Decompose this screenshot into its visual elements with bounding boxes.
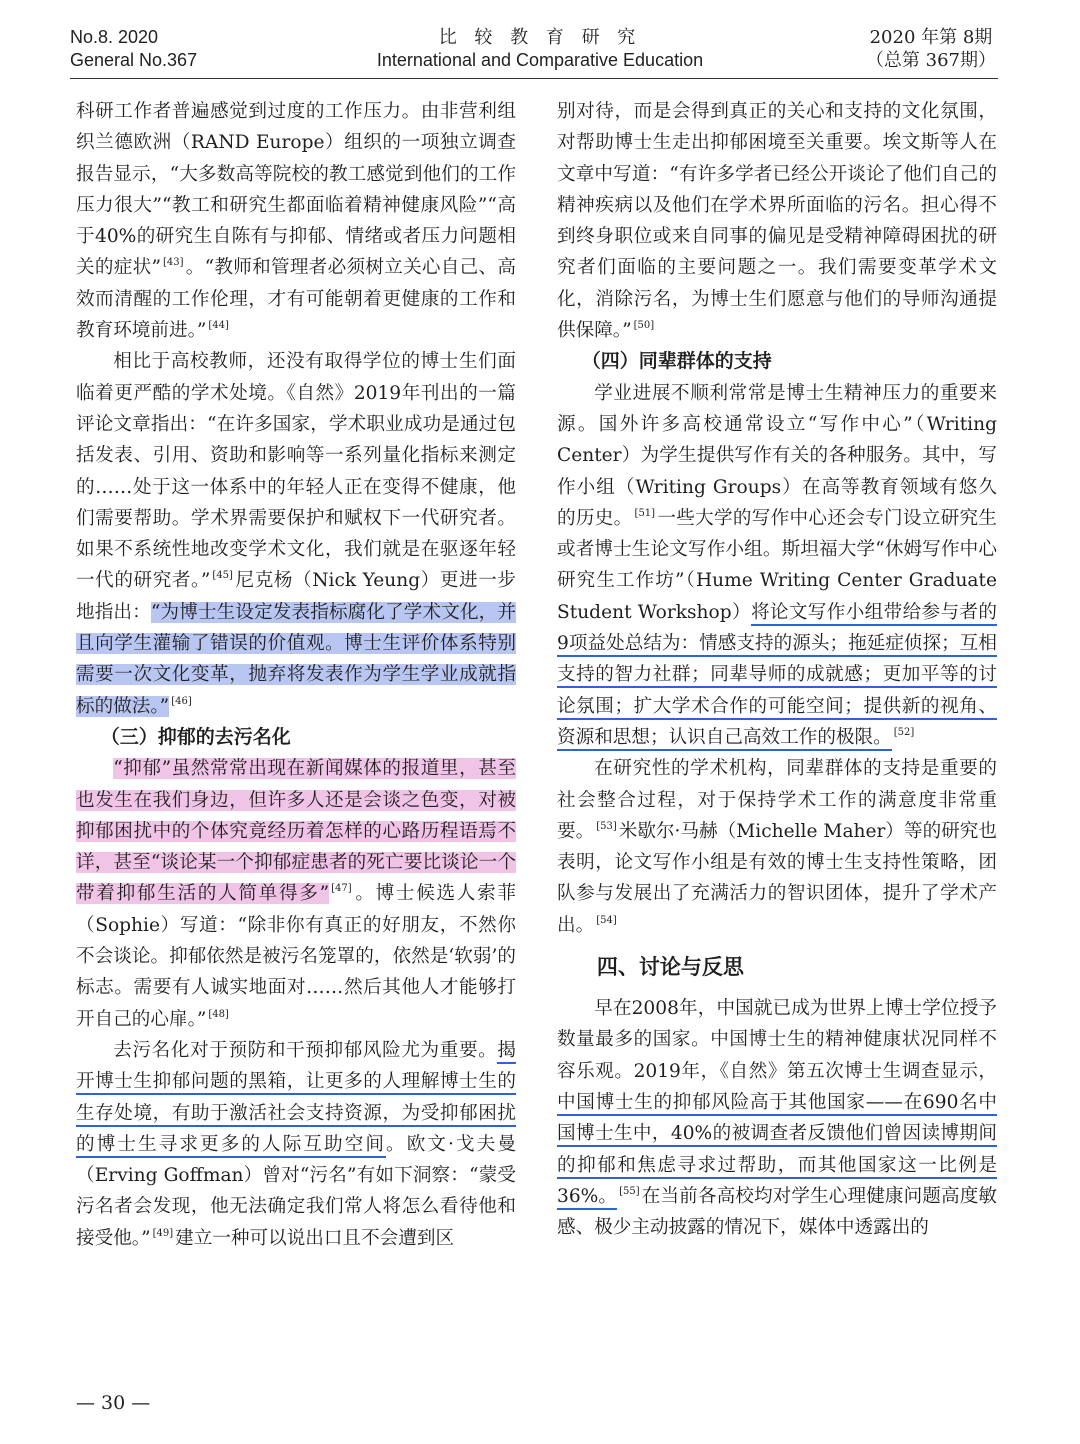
paragraph: 别对待，而是会得到真正的关心和支持的文化氛围，对帮助博士生走出抑郁困境至关重要。埃文斯等人在文章中写道：“有许多学者已经公开谈论了他们自己的精神疾病以及他们在学术界所面临的污名。担心得不到终身职位或来自同事的偏见是受精神障碍困扰的研究者们面临的主要问题之一。我们需要变革学术文化，消除污名，为博士生们愿意与他们的导师沟通提供保障。” [50] — [557, 101, 997, 342]
underline-annotation: 揭开博士生抑郁问题的黑箱，让更多的人理解博士生的生存处境，有助于激活社会支持资源，为受抑郁困扰的博士生寻求更多的人际互助空间 — [76, 1040, 516, 1158]
page-number: — 30 — — [76, 1392, 151, 1414]
header-rule — [70, 78, 998, 79]
underline-annotation: 中国博士生的抑郁风险高于其他国家——在690名中国博士生中，40%的被调查者反馈他们曾因读博期间的抑郁和焦虑寻求过帮助，而其他国家这一比例是36%。 — [557, 1092, 997, 1210]
highlight-pink: “抑郁”虽然常常出现在新闻媒体的报道里，甚至也发生在我们身边，但许多人还是会谈之色变，对被抑郁困扰中的个体究竟经历着怎样的心路历程语焉不详，甚至“谈论某一个抑郁症患者的死亡要比谈论一个带着抑郁生活的人简单得多” — [76, 758, 516, 905]
underline-annotation: 将论文写作小组带给参与者的9项益处总结为：情感支持的源头；拖延症侦探；互相支持的智力社群；同辈导师的成就感；更加平等的讨论氛围；扩大学术合作的可能空间；提供新的视角、资源和思想；认识自己高效工作的极限。 — [557, 602, 997, 751]
chapter-heading: 四、讨论与反思 — [596, 955, 744, 980]
paragraph: 去污名化对于预防和干预抑郁风险尤为重要。揭开博士生抑郁问题的黑箱，让更多的人理解博士生的生存处境，有助于激活社会支持资源，为受抑郁困扰的博士生寻求更多的人际互助空间。欧文·戈夫曼（Erving Goffman）曾对“污名”有如下洞察：“蒙受污名者会发现，他无法确定我们常人将怎么看待他和接受他。” [49] 建立一种可以说出口且不会遭到区 — [76, 1039, 516, 1249]
issue-info: No.8. 2020 General No.367 — [70, 27, 198, 70]
issue-info-zh: 2020 年第 8期 （总第 367期） — [865, 27, 996, 71]
page-header — [0, 0, 1080, 80]
paragraph: 早在2008年，中国就已成为世界上博士学位授予数量最多的国家。中国博士生的精神健康状况同样不容乐观。2019年，《自然》第五次博士生调查显示，中国博士生的抑郁风险高于其他国家——在690名中国博士生中，40%的被调查者反馈他们曾因读博期间的抑郁和焦虑寻求过帮助，而其他国家这一比例是36%。 [55] 在当前各高校均对学生心理健康问题高度敏感、极少主动披露的情况下，媒体中透露出的 — [557, 998, 997, 1239]
paragraph: 在研究性的学术机构，同辈群体的支持是重要的社会整合过程，对于保持学术工作的满意度非常重要。 [53] 米歇尔·马赫（Michelle Maher）等的研究也表明，论文写作小组是有效的博士生支持性策略，团队参与发展出了充满活力的智识团体，提升了学术产出。 [54] — [557, 758, 997, 936]
section-heading: （三）抑郁的去污名化 — [100, 725, 291, 748]
section-heading: （四）同辈群体的支持 — [581, 350, 772, 373]
paragraph: 科研工作者普遍感觉到过度的工作压力。由非营利组织兰德欧洲（RAND Europe）组织的一项独立调查报告显示，“大多数高等院校的教工感觉到他们的工作压力很大”“教工和研究生都面临着精神健康风险”“高于40%的研究生自陈有与抑郁、情绪或者压力问题相关的症状” [43] 。“教师和管理者必须树立关心自己、高效而清醒的工作伦理，才有可能朝着更健康的工作和教育环境前进。” [44] — [76, 101, 516, 342]
paragraph: 学业进展不顺利常常是博士生精神压力的重要来源。国外许多高校通常设立“写作中心”（Writing Center）为学生提供写作有关的各种服务。其中，写作小组（Writing Groups）在高等教育领域有悠久的历史。 [51] 一些大学的写作中心还会专门设立研究生或者博士生论文写作小组。斯坦福大学“休姆写作中心研究生工作坊”（Hume Writing Center Graduate Student Workshop）将论文写作小组带给参与者的9项益处总结为：情感支持的源头；拖延症侦探；互相支持的智力社群；同辈导师的成就感；更加平等的讨论氛围；扩大学术合作的可能空间；提供新的视角、资源和思想；认识自己高效工作的极限。 [52] — [557, 378, 997, 754]
journal-title: 比 较 教 育 研 究 International and Comparative Education — [376, 27, 704, 70]
highlight-blue: “为博士生设定发表指标腐化了学术文化，并且向学生灌输了错误的价值观。博士生评价体系特别需要一次文化变革，抛弃将发表作为学生学业成就指标的做法。” — [76, 601, 516, 717]
right-column — [557, 96, 997, 1243]
paragraph: 相比于高校教师，还没有取得学位的博士生们面临着更严酷的学术处境。《自然》2019年刊出的一篇评论文章指出：“在许多国家，学术职业成功是通过包括发表、引用、资助和影响等一系列量化指标来测定的……处于这一体系中的年轻人正在变得不健康，他们需要帮助。学术界需要保护和赋权下一代研究者。如果不系统性地改变学术文化，我们就是在驱逐年轻一代的研究者。” [45] 尼克杨（Nick Yeung）更进一步地指出：“为博士生设定发表指标腐化了学术文化，并且向学生灌输了错误的价值观。博士生评价体系特别需要一次文化变革，抛弃将发表作为学生学业成就指标的做法。” [46] — [76, 351, 516, 717]
paragraph: “抑郁”虽然常常出现在新闻媒体的报道里，甚至也发生在我们身边，但许多人还是会谈之色变，对被抑郁困扰中的个体究竟经历着怎样的心路历程语焉不详，甚至“谈论某一个抑郁症患者的死亡要比谈论一个带着抑郁生活的人简单得多” [47] 。博士候选人索菲（Sophie）写道：“除非你有真正的好朋友，不然你不会谈论。抑郁依然是被污名笼罩的，依然是‘软弱’的标志。需要有人诚实地面对……然后其他人才能够打开自己的心扉。” [48] — [76, 758, 516, 1030]
left-column — [76, 96, 516, 1254]
